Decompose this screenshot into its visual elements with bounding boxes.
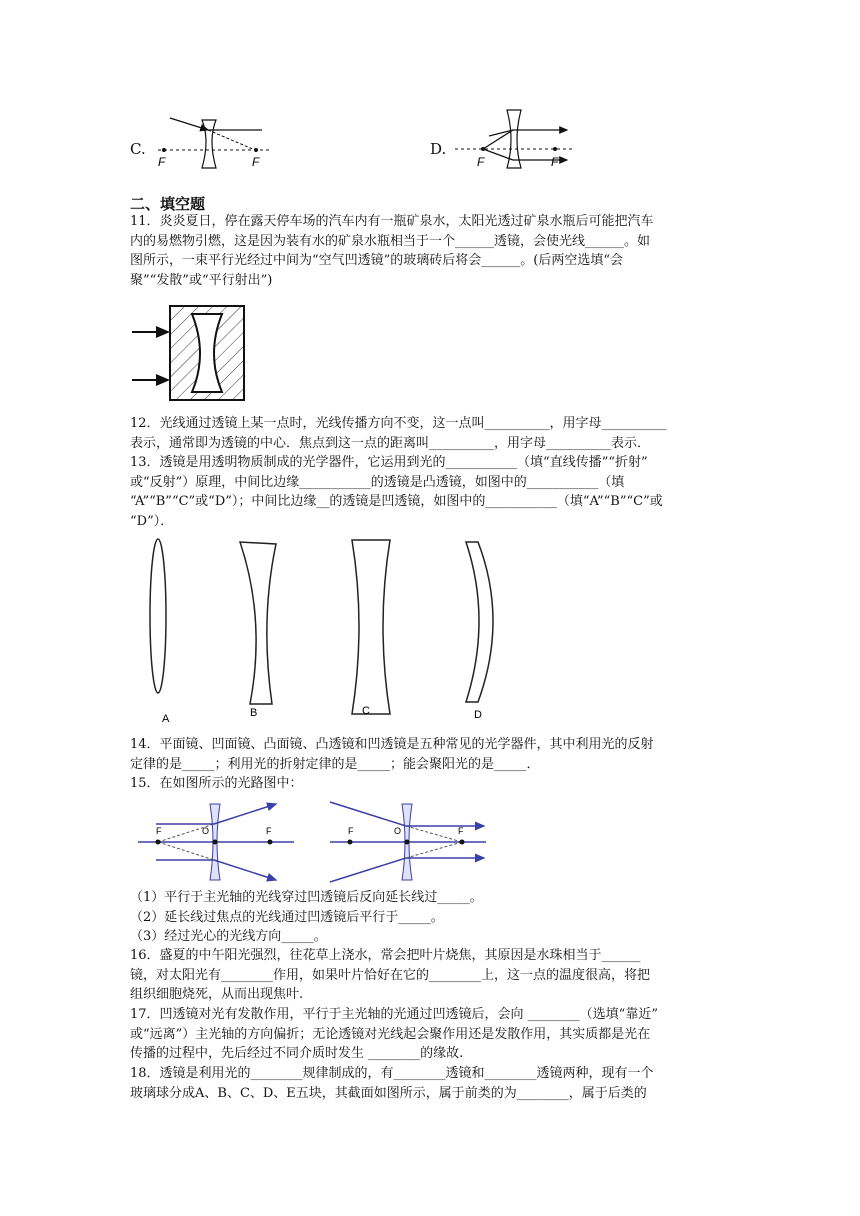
question-line: 14．平面镜、凹面镜、凸面镜、凸透镜和凹透镜是五种常见的光学器件，其中利用光的反射 — [130, 737, 654, 752]
question-17 — [130, 1005, 732, 1064]
question-line: 镜，对太阳光有________作用，如果叶片恰好在它的________上，这一点的温度很高，将把 — [130, 967, 651, 983]
option-d-diagram — [455, 106, 585, 172]
question-line: 或“远离”）主光轴的方向偏折；无论透镜对光线起会聚作用还是发散作用，其实质都是光在 — [130, 1026, 651, 1042]
question-14 — [130, 735, 732, 774]
focal-label: F — [348, 826, 354, 836]
lens-shapes-diagram — [140, 536, 520, 726]
focal-label: F — [477, 155, 485, 169]
question-16 — [130, 946, 732, 1005]
question-line: 15．在如图所示的光路图中： — [130, 776, 303, 791]
lens-label: D — [474, 709, 482, 721]
lens-label: C — [362, 705, 370, 717]
focal-label: F — [551, 155, 559, 169]
optical-center-label: O — [394, 826, 402, 836]
question-line: 图所示，一束平行光经过中间为“空气凹透镜”的玻璃砖后将会______。(后两空选填“会 — [130, 253, 624, 268]
question-11 — [130, 212, 732, 290]
lens-b-shape — [240, 542, 276, 704]
ray-diagrams — [134, 798, 494, 884]
lens-label: B — [250, 707, 258, 719]
question-18 — [130, 1064, 732, 1103]
question-13 — [130, 453, 732, 531]
focal-label: F — [158, 155, 166, 169]
optical-center-label: O — [202, 826, 210, 836]
question-line: （3）经过光心的光线方向_____。 — [130, 929, 327, 944]
question-line: 12．光线通过透镜上某一点时，光线传播方向不变，这一点叫__________，用字母__________ — [130, 416, 667, 431]
question-line: 18．透镜是利用光的________规律制成的，有________透镜和________透镜两种，现有一个 — [130, 1066, 654, 1081]
question-line: 组织细胞烧死，从而出现焦叶. — [130, 987, 304, 1002]
focal-label: F — [266, 826, 272, 836]
focal-label: F — [156, 826, 162, 836]
section-title: 二、填空题 — [130, 195, 206, 213]
question-line: 或“反射”）原理，中间比边缘___________的透镜是凸透镜，如图中的___________（填 — [130, 474, 625, 490]
question-15-subitems — [130, 888, 732, 947]
question-line: “D”）． — [130, 513, 174, 529]
lens-label: A — [162, 713, 170, 725]
focal-label: F — [252, 155, 260, 169]
question-line: （1）平行于主光轴的光线穿过凹透镜后反向延长线过_____。 — [130, 890, 483, 905]
question-15 — [130, 774, 732, 794]
lens-c-shape — [352, 540, 390, 714]
option-c-diagram — [150, 110, 280, 172]
focal-label: F — [458, 826, 464, 836]
question-line: 13．透镜是用透明物质制成的光学器件，它运用到光的___________（填“直线传播”“折射” — [130, 455, 648, 470]
question-line: 内的易燃物引燃，这是因为装有水的矿泉水瓶相当于一个______透镜，会使光线______。如 — [130, 233, 651, 249]
question-line: 传播的过程中，先后经过不同介质时发生 ________的缘故. — [130, 1046, 464, 1061]
question-line: 定律的是_____；利用光的折射定律的是_____；能会聚阳光的是_____． — [130, 756, 540, 772]
question-line: 16．盛夏的中午阳光强烈，往花草上浇水，常会把叶片烧焦，其原因是水珠相当于______ — [130, 948, 641, 963]
glass-brick-diagram — [130, 304, 250, 404]
question-12 — [130, 414, 732, 453]
question-line: 表示，通常即为透镜的中心．焦点到这一点的距离叫__________，用字母__________表示． — [130, 435, 651, 451]
lens-d-shape — [466, 542, 493, 702]
question-line: （2）延长线过焦点的光线通过凹透镜后平行于_____。 — [130, 909, 444, 925]
question-line: 11．炎炎夏日，停在露天停车场的汽车内有一瓶矿泉水，太阳光透过矿泉水瓶后可能把汽车 — [130, 214, 654, 229]
ray-diagram-left — [138, 804, 294, 880]
question-line: “A”“B”“C”或“D”）；中间比边缘__的透镜是凹透镜，如图中的___________（填“A”“B”“C”或 — [130, 494, 663, 509]
ray-diagram-right — [330, 802, 486, 882]
question-line: 17．凹透镜对光有发散作用，平行于主光轴的光通过凹透镜后，会向 ________（选填“靠近” — [130, 1007, 658, 1022]
option-d-label: D. — [430, 140, 447, 158]
option-c-label: C. — [130, 140, 146, 158]
lens-a-shape — [150, 539, 166, 693]
question-line: 聚”“发散”或“平行射出”) — [130, 272, 273, 288]
question-line: 玻璃球分成A、B、C、D、E五块，其截面如图所示，属于前类的为________，属于后类的 — [130, 1085, 647, 1101]
